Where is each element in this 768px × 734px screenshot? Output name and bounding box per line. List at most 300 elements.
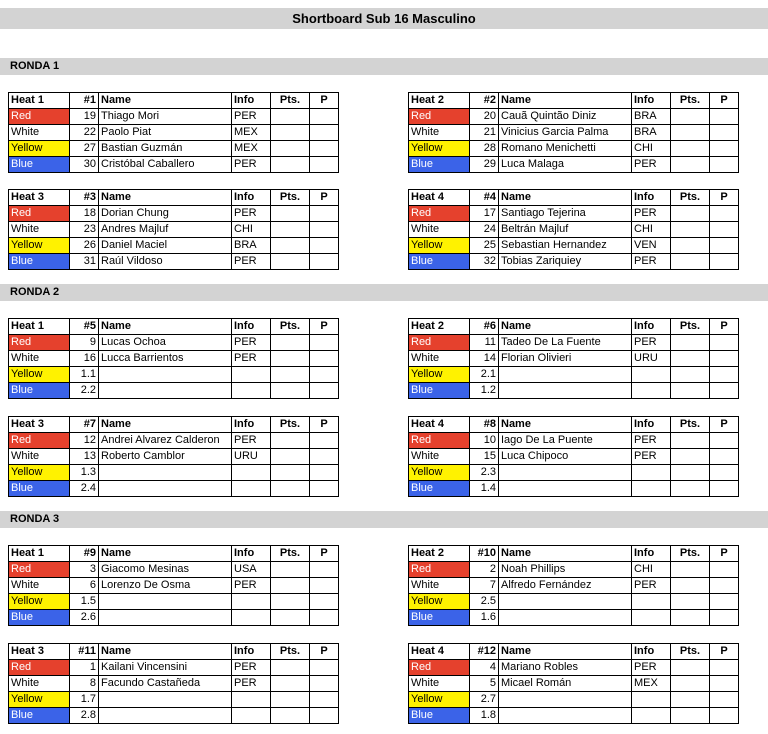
pts-cell xyxy=(671,562,710,578)
table-row xyxy=(409,481,739,497)
seed-number: 14 xyxy=(470,351,499,367)
color-yellow: Yellow xyxy=(9,594,70,610)
table-row xyxy=(409,708,739,724)
pts-cell xyxy=(671,449,710,465)
color-white: White xyxy=(9,449,70,465)
heat-header-row xyxy=(409,644,739,660)
table-row xyxy=(9,465,339,481)
table-row xyxy=(409,157,739,173)
table-row xyxy=(9,610,339,626)
info-header: Info xyxy=(632,93,671,109)
color-yellow: Yellow xyxy=(9,238,70,254)
p-cell xyxy=(710,481,739,497)
pts-cell xyxy=(271,660,310,676)
country-info xyxy=(232,708,271,724)
seed-number: 1.8 xyxy=(470,708,499,724)
table-row xyxy=(9,222,339,238)
pts-cell xyxy=(271,562,310,578)
country-info: URU xyxy=(232,449,271,465)
pts-header: Pts. xyxy=(271,546,310,562)
seed-number: 1.2 xyxy=(470,383,499,399)
heat-header-row xyxy=(9,546,339,562)
surfer-name: Micael Román xyxy=(499,676,632,692)
surfer-name: Andres Majluf xyxy=(99,222,232,238)
color-red: Red xyxy=(9,109,70,125)
p-cell xyxy=(710,383,739,399)
color-yellow: Yellow xyxy=(409,594,470,610)
seed-number: 8 xyxy=(70,676,99,692)
color-white: White xyxy=(409,578,470,594)
color-white: White xyxy=(409,351,470,367)
seed-number: 2 xyxy=(470,562,499,578)
surfer-name: Romano Menichetti xyxy=(499,141,632,157)
table-row xyxy=(9,335,339,351)
name-header: Name xyxy=(499,93,632,109)
surfer-name xyxy=(499,594,632,610)
surfer-name: Lorenzo De Osma xyxy=(99,578,232,594)
color-red: Red xyxy=(9,660,70,676)
table-row xyxy=(409,206,739,222)
color-blue: Blue xyxy=(9,610,70,626)
table-row xyxy=(9,578,339,594)
seed-number: 16 xyxy=(70,351,99,367)
country-info xyxy=(632,610,671,626)
surfer-name: Lucas Ochoa xyxy=(99,335,232,351)
pts-cell xyxy=(271,335,310,351)
table-row xyxy=(9,481,339,497)
surfer-name: Luca Malaga xyxy=(499,157,632,173)
color-blue: Blue xyxy=(9,481,70,497)
pts-cell xyxy=(671,125,710,141)
color-blue: Blue xyxy=(9,383,70,399)
pts-header: Pts. xyxy=(671,319,710,335)
surfer-name: Cristóbal Caballero xyxy=(99,157,232,173)
color-blue: Blue xyxy=(409,383,470,399)
heat-header-row xyxy=(9,319,339,335)
heat-label: Heat 3 xyxy=(9,417,70,433)
heat-number: #9 xyxy=(70,546,99,562)
pts-cell xyxy=(671,254,710,270)
table-row xyxy=(409,335,739,351)
pts-cell xyxy=(271,351,310,367)
p-cell xyxy=(710,125,739,141)
color-white: White xyxy=(9,676,70,692)
heat-table xyxy=(408,92,739,173)
p-cell xyxy=(710,335,739,351)
heat-table xyxy=(408,189,739,270)
name-header: Name xyxy=(499,319,632,335)
info-header: Info xyxy=(632,319,671,335)
heat-label: Heat 2 xyxy=(409,546,470,562)
country-info: PER xyxy=(632,449,671,465)
table-row xyxy=(409,351,739,367)
p-cell xyxy=(710,692,739,708)
surfer-name xyxy=(99,367,232,383)
name-header: Name xyxy=(499,546,632,562)
country-info: BRA xyxy=(632,125,671,141)
seed-number: 1 xyxy=(70,660,99,676)
surfer-name: Alfredo Fernández xyxy=(499,578,632,594)
p-header: P xyxy=(310,190,339,206)
ronda-header: RONDA 3 xyxy=(0,511,768,528)
country-info: PER xyxy=(232,254,271,270)
country-info: PER xyxy=(632,433,671,449)
pts-cell xyxy=(271,109,310,125)
table-row xyxy=(409,109,739,125)
pts-cell xyxy=(271,481,310,497)
color-white: White xyxy=(9,578,70,594)
p-cell xyxy=(710,660,739,676)
p-cell xyxy=(310,594,339,610)
pts-header: Pts. xyxy=(271,93,310,109)
surfer-name xyxy=(499,692,632,708)
p-cell xyxy=(310,238,339,254)
color-yellow: Yellow xyxy=(9,367,70,383)
color-white: White xyxy=(9,222,70,238)
heat-number: #2 xyxy=(470,93,499,109)
heat-number: #8 xyxy=(470,417,499,433)
heat-table xyxy=(408,318,739,399)
seed-number: 6 xyxy=(70,578,99,594)
table-row xyxy=(9,254,339,270)
pts-cell xyxy=(271,383,310,399)
pts-cell xyxy=(271,367,310,383)
p-header: P xyxy=(710,417,739,433)
seed-number: 19 xyxy=(70,109,99,125)
p-cell xyxy=(310,676,339,692)
country-info: USA xyxy=(232,562,271,578)
heat-table xyxy=(8,416,339,497)
p-cell xyxy=(710,449,739,465)
surfer-name: Beltrán Majluf xyxy=(499,222,632,238)
p-header: P xyxy=(710,319,739,335)
p-cell xyxy=(310,610,339,626)
country-info: PER xyxy=(632,206,671,222)
surfer-name: Iago De La Puente xyxy=(499,433,632,449)
p-header: P xyxy=(710,190,739,206)
surfer-name xyxy=(499,708,632,724)
seed-number: 3 xyxy=(70,562,99,578)
pts-cell xyxy=(671,594,710,610)
country-info: PER xyxy=(232,676,271,692)
info-header: Info xyxy=(232,93,271,109)
color-yellow: Yellow xyxy=(409,141,470,157)
p-cell xyxy=(310,578,339,594)
heat-number: #3 xyxy=(70,190,99,206)
table-row xyxy=(9,449,339,465)
table-row xyxy=(409,383,739,399)
pts-cell xyxy=(671,335,710,351)
seed-number: 21 xyxy=(470,125,499,141)
name-header: Name xyxy=(99,93,232,109)
p-cell xyxy=(710,708,739,724)
color-white: White xyxy=(409,125,470,141)
p-header: P xyxy=(710,546,739,562)
p-cell xyxy=(710,238,739,254)
pts-cell xyxy=(271,465,310,481)
heat-header-row xyxy=(9,190,339,206)
surfer-name: Sebastian Hernandez xyxy=(499,238,632,254)
color-blue: Blue xyxy=(409,610,470,626)
heat-table xyxy=(8,92,339,173)
seed-number: 13 xyxy=(70,449,99,465)
country-info xyxy=(632,367,671,383)
p-cell xyxy=(310,367,339,383)
country-info: MEX xyxy=(632,676,671,692)
surfer-name: Cauã Quintão Diniz xyxy=(499,109,632,125)
country-info: CHI xyxy=(632,141,671,157)
surfer-name xyxy=(99,465,232,481)
color-blue: Blue xyxy=(409,708,470,724)
heat-number: #10 xyxy=(470,546,499,562)
seed-number: 15 xyxy=(470,449,499,465)
surfer-name: Bastian Guzmán xyxy=(99,141,232,157)
name-header: Name xyxy=(99,319,232,335)
pts-cell xyxy=(271,708,310,724)
name-header: Name xyxy=(99,644,232,660)
color-red: Red xyxy=(9,562,70,578)
table-row xyxy=(9,692,339,708)
pts-cell xyxy=(271,157,310,173)
heat-header-row xyxy=(409,546,739,562)
surfer-name xyxy=(99,481,232,497)
country-info xyxy=(632,708,671,724)
pts-header: Pts. xyxy=(271,190,310,206)
info-header: Info xyxy=(232,319,271,335)
heat-table xyxy=(8,189,339,270)
pts-cell xyxy=(271,433,310,449)
heat-header-row xyxy=(9,644,339,660)
pts-cell xyxy=(271,676,310,692)
table-row xyxy=(9,206,339,222)
pts-header: Pts. xyxy=(671,93,710,109)
heat-header-row xyxy=(9,417,339,433)
p-header: P xyxy=(310,644,339,660)
seed-number: 22 xyxy=(70,125,99,141)
p-cell xyxy=(710,562,739,578)
seed-number: 11 xyxy=(470,335,499,351)
pts-cell xyxy=(671,610,710,626)
table-row xyxy=(9,367,339,383)
table-row xyxy=(9,157,339,173)
country-info: PER xyxy=(232,351,271,367)
p-cell xyxy=(310,708,339,724)
color-yellow: Yellow xyxy=(9,141,70,157)
info-header: Info xyxy=(232,644,271,660)
p-cell xyxy=(310,692,339,708)
pts-cell xyxy=(671,141,710,157)
country-info: URU xyxy=(632,351,671,367)
color-white: White xyxy=(9,351,70,367)
country-info xyxy=(232,594,271,610)
table-row xyxy=(409,449,739,465)
pts-cell xyxy=(671,692,710,708)
surfer-name: Santiago Tejerina xyxy=(499,206,632,222)
seed-number: 28 xyxy=(470,141,499,157)
p-cell xyxy=(710,141,739,157)
seed-number: 1.1 xyxy=(70,367,99,383)
heat-header-row xyxy=(409,190,739,206)
p-cell xyxy=(710,594,739,610)
surfer-name xyxy=(499,383,632,399)
country-info xyxy=(632,692,671,708)
heat-table xyxy=(8,643,339,724)
pts-cell xyxy=(671,433,710,449)
heat-header-row xyxy=(409,319,739,335)
seed-number: 1.5 xyxy=(70,594,99,610)
surfer-name: Mariano Robles xyxy=(499,660,632,676)
p-cell xyxy=(310,481,339,497)
heat-number: #1 xyxy=(70,93,99,109)
color-white: White xyxy=(409,222,470,238)
heat-label: Heat 2 xyxy=(409,93,470,109)
country-info xyxy=(232,481,271,497)
pts-header: Pts. xyxy=(671,644,710,660)
p-header: P xyxy=(310,546,339,562)
p-header: P xyxy=(310,417,339,433)
p-header: P xyxy=(710,644,739,660)
surfer-name: Facundo Castañeda xyxy=(99,676,232,692)
table-row xyxy=(409,141,739,157)
heat-label: Heat 2 xyxy=(409,319,470,335)
color-red: Red xyxy=(409,109,470,125)
seed-number: 2.3 xyxy=(470,465,499,481)
surfer-name xyxy=(499,465,632,481)
pts-cell xyxy=(671,481,710,497)
p-header: P xyxy=(710,93,739,109)
heat-label: Heat 4 xyxy=(409,417,470,433)
seed-number: 2.1 xyxy=(470,367,499,383)
pts-cell xyxy=(271,125,310,141)
surfer-name: Tadeo De La Fuente xyxy=(499,335,632,351)
seed-number: 24 xyxy=(470,222,499,238)
surfer-name: Florian Olivieri xyxy=(499,351,632,367)
pts-cell xyxy=(671,109,710,125)
p-cell xyxy=(310,157,339,173)
seed-number: 9 xyxy=(70,335,99,351)
p-cell xyxy=(710,465,739,481)
heat-label: Heat 1 xyxy=(9,93,70,109)
country-info xyxy=(232,367,271,383)
name-header: Name xyxy=(99,190,232,206)
pts-header: Pts. xyxy=(271,644,310,660)
seed-number: 20 xyxy=(470,109,499,125)
table-row xyxy=(9,109,339,125)
name-header: Name xyxy=(99,546,232,562)
seed-number: 1.3 xyxy=(70,465,99,481)
pts-cell xyxy=(671,660,710,676)
seed-number: 18 xyxy=(70,206,99,222)
color-white: White xyxy=(409,676,470,692)
color-blue: Blue xyxy=(9,157,70,173)
p-cell xyxy=(310,660,339,676)
seed-number: 30 xyxy=(70,157,99,173)
p-cell xyxy=(710,610,739,626)
table-row xyxy=(409,692,739,708)
p-cell xyxy=(710,433,739,449)
table-row xyxy=(9,433,339,449)
country-info: PER xyxy=(232,433,271,449)
heat-label: Heat 4 xyxy=(409,190,470,206)
heat-number: #6 xyxy=(470,319,499,335)
color-red: Red xyxy=(9,433,70,449)
surfer-name xyxy=(499,610,632,626)
country-info: PER xyxy=(232,157,271,173)
color-yellow: Yellow xyxy=(9,692,70,708)
country-info: MEX xyxy=(232,125,271,141)
seed-number: 5 xyxy=(470,676,499,692)
color-yellow: Yellow xyxy=(409,238,470,254)
seed-number: 23 xyxy=(70,222,99,238)
info-header: Info xyxy=(232,417,271,433)
seed-number: 2.2 xyxy=(70,383,99,399)
table-row xyxy=(409,433,739,449)
country-info: PER xyxy=(232,109,271,125)
p-cell xyxy=(310,562,339,578)
color-red: Red xyxy=(9,206,70,222)
country-info: BRA xyxy=(232,238,271,254)
color-blue: Blue xyxy=(9,708,70,724)
country-info: PER xyxy=(232,660,271,676)
info-header: Info xyxy=(632,644,671,660)
country-info: PER xyxy=(632,578,671,594)
name-header: Name xyxy=(99,417,232,433)
seed-number: 7 xyxy=(470,578,499,594)
country-info: PER xyxy=(632,335,671,351)
country-info: PER xyxy=(632,254,671,270)
name-header: Name xyxy=(499,417,632,433)
heat-label: Heat 4 xyxy=(409,644,470,660)
surfer-name: Raúl Vildoso xyxy=(99,254,232,270)
table-row xyxy=(409,562,739,578)
p-cell xyxy=(710,676,739,692)
p-cell xyxy=(310,254,339,270)
seed-number: 26 xyxy=(70,238,99,254)
pts-cell xyxy=(271,254,310,270)
color-white: White xyxy=(9,125,70,141)
heat-label: Heat 3 xyxy=(9,190,70,206)
seed-number: 31 xyxy=(70,254,99,270)
heat-number: #5 xyxy=(70,319,99,335)
p-cell xyxy=(310,222,339,238)
pts-cell xyxy=(671,383,710,399)
heat-header-row xyxy=(9,93,339,109)
table-row xyxy=(9,238,339,254)
heat-label: Heat 3 xyxy=(9,644,70,660)
pts-cell xyxy=(271,449,310,465)
seed-number: 2.4 xyxy=(70,481,99,497)
table-row xyxy=(9,351,339,367)
country-info: VEN xyxy=(632,238,671,254)
pts-cell xyxy=(271,594,310,610)
p-cell xyxy=(710,222,739,238)
info-header: Info xyxy=(632,546,671,562)
country-info xyxy=(232,465,271,481)
heat-table xyxy=(8,545,339,626)
heat-table xyxy=(408,416,739,497)
pts-cell xyxy=(671,351,710,367)
heat-header-row xyxy=(409,417,739,433)
color-white: White xyxy=(409,449,470,465)
table-row xyxy=(409,254,739,270)
seed-number: 2.5 xyxy=(470,594,499,610)
seed-number: 12 xyxy=(70,433,99,449)
surfer-name: Giacomo Mesinas xyxy=(99,562,232,578)
country-info: BRA xyxy=(632,109,671,125)
name-header: Name xyxy=(499,190,632,206)
p-cell xyxy=(310,206,339,222)
p-cell xyxy=(710,109,739,125)
